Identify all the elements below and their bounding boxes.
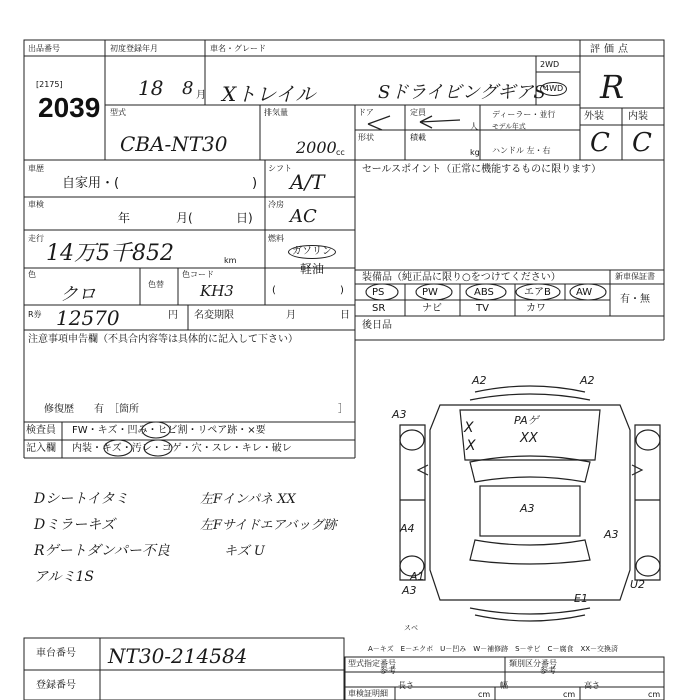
equip-tv: TV (476, 303, 489, 314)
capacity-label: 定員 (410, 108, 426, 117)
remarks-left (34, 488, 170, 592)
mileage-unit: km (224, 256, 237, 265)
selling-label: セールスポイント（正常に機能するものに限ります） (362, 164, 602, 175)
fuel-paren-close: ) (340, 285, 344, 296)
length-label: 長さ (398, 681, 414, 690)
kg-unit: kg (470, 148, 480, 157)
equip-ps: PS (372, 287, 385, 298)
checks-row2-text: 内装・キズ・汚レ・コゲ・穴・スレ・キレ・破レ (72, 443, 292, 454)
repair-history: 修復歴 有 ［箇所 (44, 404, 139, 415)
chassis-label: 車台番号 (36, 648, 76, 659)
damage-label: PAゲ (514, 414, 539, 427)
ac-label: 冷房 (268, 200, 284, 209)
recycle-label: R券 (28, 310, 42, 319)
equip-airbag: エアB (524, 287, 551, 298)
drive-2wd: 2WD (540, 60, 560, 69)
model-value: CBA-NT30 (120, 132, 228, 156)
check-circles (100, 420, 180, 458)
model-year-label: モデル年式 (492, 122, 526, 131)
shift-value: A/T (290, 170, 325, 194)
equip-leather: カワ (526, 303, 546, 314)
damage-label: E1 (574, 592, 588, 605)
inspection-year: 年 (118, 211, 131, 225)
expiry-label: 名変期限 (194, 310, 234, 321)
equip-navi: ナビ (422, 303, 442, 314)
remark-line: Dミラーキズ (34, 517, 115, 533)
first-reg-label: 初度登録年月 (110, 44, 158, 53)
exterior-value: C (590, 128, 610, 158)
damage-label: XX (520, 431, 538, 446)
person-unit: 人 (470, 122, 478, 131)
inspection-month: 月( (176, 211, 193, 225)
color-code-value: KH3 (200, 282, 234, 300)
mileage-value: 14万5千852 (46, 241, 174, 266)
history-close: ) (252, 176, 258, 191)
score-label: 評価点 (590, 44, 632, 55)
damage-label: A2 (580, 374, 595, 387)
lot-number: 2039 (38, 92, 101, 123)
warranty-label: 新車保証書 (615, 272, 655, 281)
dealer-label: ディーラー・並行 (492, 110, 556, 119)
car-damage-diagram (380, 370, 670, 635)
expiry-day: 日 (340, 310, 350, 321)
interior-value: C (632, 128, 652, 158)
interior-label: 内装 (628, 111, 648, 122)
remark-line: アルミ1S (34, 569, 94, 585)
recycle-yen: 円 (168, 310, 178, 321)
damage-label: U2 (630, 578, 646, 591)
repair-close: ］ (338, 404, 348, 415)
width-cm: cm (563, 690, 576, 699)
class-ref: 参考 (540, 666, 556, 675)
ac-value: AC (290, 206, 317, 227)
remark-line: 左Fサイドエアバッグ跡 (200, 518, 337, 533)
damage-label: A3 (520, 502, 535, 515)
load-label: 積載 (410, 133, 426, 142)
model-designation-label: 型式指定番号 (348, 659, 396, 668)
remark-line: Rゲートダンパー不良 (34, 543, 170, 559)
damage-label: A1 (410, 570, 425, 583)
recycle-value: 12570 (56, 306, 120, 330)
tone-label: 色替 (148, 280, 164, 289)
fuel-paren-open: ( (272, 285, 276, 296)
damage-label: X (466, 438, 476, 454)
handle-label: ハンドル 左・右 (492, 146, 551, 155)
door-label: ドア (358, 108, 374, 117)
equip-abs: ABS (474, 287, 494, 298)
shape-label: 形状 (358, 133, 374, 142)
displacement-unit: cc (336, 148, 345, 157)
score-value: R (600, 68, 625, 106)
drive-4wd: 4WD (540, 82, 567, 96)
checks-row1-text: FW・キズ・凹み・ヒビ割・リペア跡・×要 (72, 425, 266, 436)
damage-label: X (464, 420, 474, 436)
class-label: 類別区分番号 (509, 659, 557, 668)
fuel-label: 燃料 (268, 234, 284, 243)
spec-label: 車検証明細 (348, 689, 388, 698)
warranty-value: 有・無 (620, 294, 650, 305)
checks-row1-label: 検査員 (26, 425, 56, 436)
history-value: 自家用・( (62, 176, 120, 191)
remarks-right (200, 488, 337, 566)
damage-label: A3 (604, 528, 619, 541)
first-reg-year: 18 (138, 76, 164, 100)
shift-label: シフト (268, 164, 292, 173)
remark-line: キズ U (224, 544, 265, 559)
color-code-label: 色コード (182, 270, 214, 279)
month-unit: 月 (196, 90, 206, 101)
inspection-label: 車検 (28, 200, 44, 209)
damage-label: スベ (404, 624, 418, 632)
reg-label: 登録番号 (36, 680, 76, 691)
inspection-day: 日) (236, 211, 253, 225)
equip-pw: PW (422, 287, 438, 298)
expiry-month: 月 (286, 310, 296, 321)
damage-label: A3 (392, 408, 407, 421)
first-reg-month: 8 (182, 78, 194, 99)
color-label: 色 (28, 270, 36, 279)
equipment-circles (360, 282, 610, 302)
diagram-legend: A－キズ E－エクボ U－凹み W－補修跡 S－サビ C－腐食 XX－交換済 (368, 645, 619, 653)
model-label: 型式 (110, 108, 126, 117)
height-cm: cm (648, 690, 661, 699)
damage-label: A2 (472, 374, 487, 387)
exterior-label: 外装 (584, 111, 604, 122)
door-arrows (360, 112, 470, 132)
name-grade-label: 車名・グレード (210, 44, 266, 53)
remark-line: Dシートイタミ (34, 491, 129, 507)
lot-small: [2175] (36, 80, 63, 89)
displacement-label: 排気量 (264, 108, 288, 117)
checks-row2-label: 記入欄 (26, 443, 56, 454)
height-label: 高さ (584, 681, 600, 690)
lot-label: 出品番号 (28, 44, 60, 53)
chassis-value: NT30-214584 (108, 644, 248, 668)
fuel-diesel: 軽油 (300, 262, 325, 276)
damage-label: A3 (402, 584, 417, 597)
equipment-title: 装備品（純正品に限り○をつけてください） (362, 272, 561, 283)
color-value: クロ (60, 284, 96, 305)
length-cm: cm (478, 690, 491, 699)
car-name: Xトレイル (222, 82, 316, 106)
equip-sr: SR (372, 303, 386, 314)
rear-label: 後日品 (362, 320, 392, 331)
history-label: 車歴 (28, 164, 44, 173)
damage-label: A4 (400, 522, 415, 535)
mileage-label: 走行 (28, 234, 44, 243)
displacement-value: 2000 (296, 138, 337, 157)
width-label: 幅 (500, 681, 508, 690)
equip-aw: AW (576, 287, 593, 298)
notes-label: 注意事項申告欄（不具合内容等は具体的に記入して下さい） (28, 334, 298, 345)
remark-line: 左Fインパネ XX (200, 492, 296, 507)
model-designation-ref: 参考 (380, 666, 396, 675)
fuel-gasoline: ガソリン (288, 245, 336, 259)
car-grade: SドライビングギアS (378, 82, 546, 103)
